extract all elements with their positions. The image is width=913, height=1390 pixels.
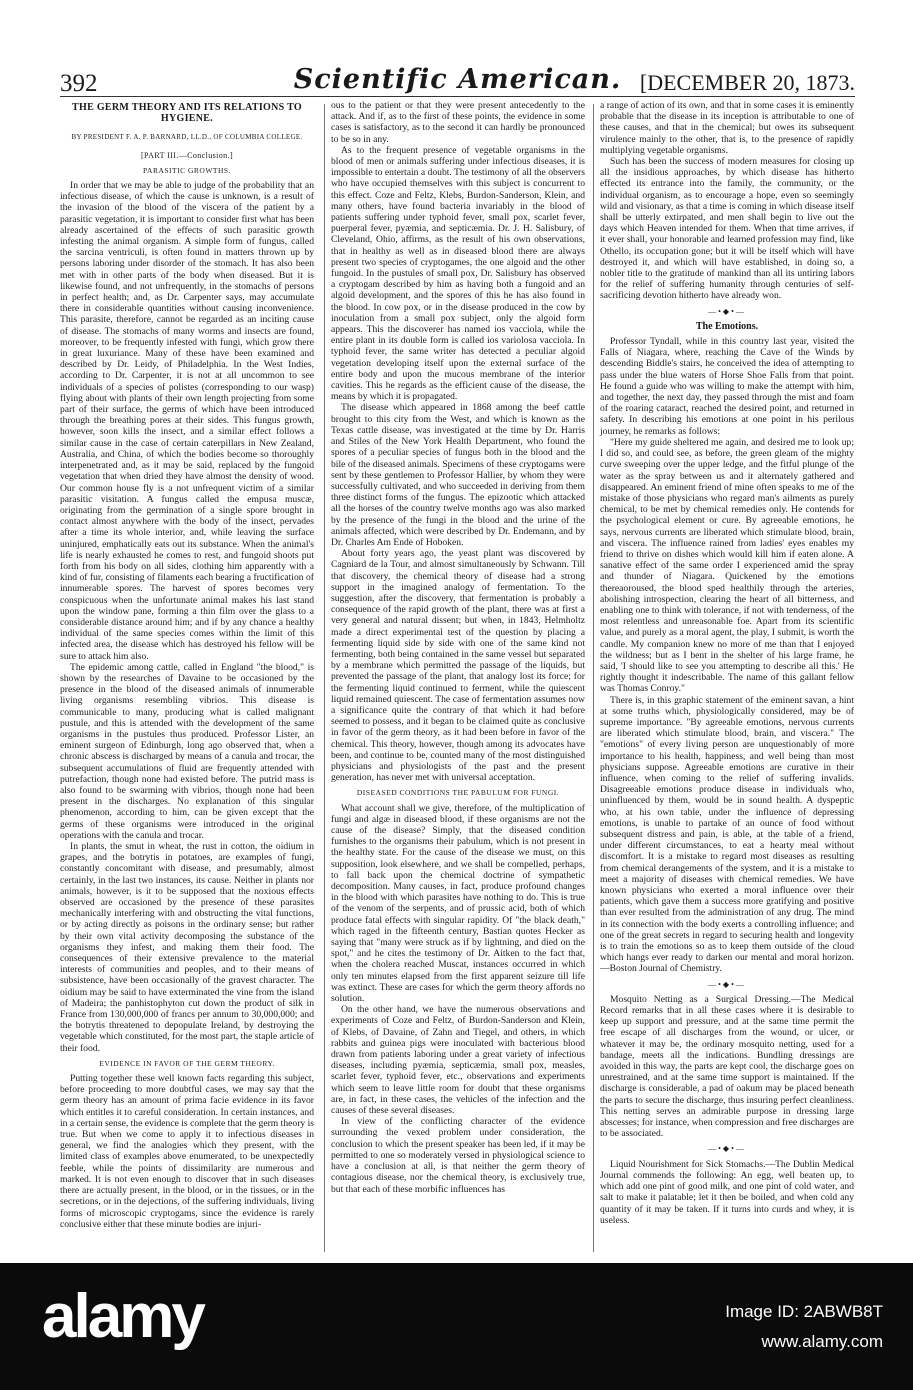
paragraph: Putting together these well known facts regarding this subject, before proceeding to more doubtful cases, we may say that the germ theory has an amount of prima facie evidence in its favor which entitles it to careful consideration. In certain instances, and in a certain sense, the evidence is complete that the germ theory is true. But when we come to apply it to infectious diseases in general, we find the analogies which they present, with the limited class of examples above enumerated, to be unexpectedly feeble, while the points of dissimilarity are numerous and marked. It is not even enough to discover that in such diseases there are actually present, in the blood, or in the tissues, or in the secretions, or in the dejections, of the suffering individuals, living forms of microscopic cryptogams, since the evidence is rarely conclusive either that these minute bodies are injuri- xyxy=(60,1073,314,1230)
paragraph: Professor Tyndall, while in this country last year, visited the Falls of Niagara, where, reaching the Cave of the Winds by descending Biddle's stairs, he conceived the idea of attempting to pass under the blue waters of Horse Shoe Falls from that point. He found a guide who was willing to make the attempt with him, and together, the next day, they passed through the mist and foam of the roaring cataract, reached the desired point, and returned in safety. In describing his emotions at one point in his perilous journey, he remarks as follows: xyxy=(600,336,854,437)
page-number: 392 xyxy=(60,70,98,97)
paragraph: In order that we may be able to judge of the probability that an infectious disease, of which the cause is unknown, is a result of the invasion of the blood of the viscera of the patient by a parasitic vegetation, it is important to consider first what has been already ascertained of the effects of such parasitic growth infesting the animal organism. A simple form of fungus, called the sarcina ventriculi, is often found in matters thrown up by persons laboring under disorder of the stomach. It has also been met with in other parts of the body when diseased. But it is likewise found, and not unfrequently, in the stomachs of persons in perfect health; and, as Dr. Carpenter says, may accumulate there in considerable quantities without causing inconvenience. This parasite, therefore, cannot be regarded as an inciting cause of disease. The stomachs of many worms and insects are found, moreover, to be frequently infested with fungi, which grow there in great luxuriance. Many of these have been examined and described by Dr. Leidy, of Philadelphia. In the West Indies, according to Dr. Carpenter, it is not at all uncommon to see individuals of a species of polistes (corresponding to our wasp) flying about with plants of their own length projecting from some part of their surface, the germs of which have been introduced through the breathing pores at their sides. This fungus growth, however, soon kills the insect, and a similar effect follows a similar cause in the case of certain caterpillars in New Zealand, Australia, and China, of which the bodies become so thoroughly interpenetrated and, as it may be said, replaced by the fungoid vegetation that when dried they have almost the density of wood. Our common house fly is a not unfrequent victim of a similar parasitic visitation. A fungus called the empusa muscæ, originating from the germination of a single spore brought in contact almost anywhere with the body of the insect, pervades after a time its whole interior, and, while leaving the surface uninjured, emphatically eats out its substance. When the animal's life is nearly exhausted he comes to rest, and fungoid shoots put forth from his body on all sides, clothing him apparently with a kind of fur, consisting of filaments each bearing a fructification of innumerable spores. The harvest of spores becomes very conspicuous when the unfortunate animal makes his last stand upon the window pane, forming a thin film over the glass to a considerable distance around him; and if by any chance a healthy individual of the same species comes within the limit of this infected area, the disease which has destroyed his fellow will be sure to attack him also. xyxy=(60,180,314,662)
paragraph: In view of the conflicting character of the evidence surrounding the vexed problem under consideration, the conclusion to which the present speaker has been led, if it may be permitted to one so moderately versed in physiological science to have a conclusion at all, is that neither the germ theory of contagious disease, nor the chemical theory, is exclusively true, but that each of these morbific influences has xyxy=(331,1116,585,1195)
paragraph: The epidemic among cattle, called in England "the blood," is shown by the researches of Davaine to be occasioned by the presence in the blood of the diseased animals of innumerable living organisms resembling vibrios. This disease is communicable to many, producing what is called malignant pustule, and this is attended with the development of the same organisms in the pustules thus produced. Professor Lister, an eminent surgeon of Edinburgh, long ago observed that, when a chronic abscess is discharged by means of a canula and trocar, the subsequent accumulations of fluid are frequently attended with putrefaction, though none had existed before. The putrid mass is also found to be swarming with vibrios, though none had been present in the discharges. No explanation of this singular phenomenon, according to him, can be given except that the germs of these organisms were introduced in the original operations with the canula and trocar. xyxy=(60,661,314,841)
paragraph: Liquid Nourishment for Sick Stomachs.—The Dublin Medical Journal commends the following: An egg, well beaten up, to which add one pint of good milk, and one pint of cold water, and salt to make it palatable; let it then be boiled, and when cold any quantity of it may be taken. If it turns into curds and whey, it is useless. xyxy=(600,1158,854,1226)
column-1 xyxy=(60,100,314,1230)
column-divider xyxy=(593,104,594,1252)
paragraph: About forty years ago, the yeast plant was discovered by Cagniard de la Tour, and almost simultaneously by Schwann. Till that discovery, the chemical theory of disease had a strong support in the imagined analogy of fermentation. To the suggestion, after the discovery, that fermentation is probably a consequence of the rapid growth of the plant, there was at first a very general and natural dissent; but when, in 1843, Helmholtz made a direct experimental test of the question by placing a fermenting liquid side by side with one of the same kind not fermenting, both being contained in the same vessel but separated by a membrane which permitted the passage of the liquids, but prevented the passage of the plant, that analogy lost its force; for the fermenting liquid continued to ferment, while the quiescent liquid remained quiescent. The case of fermentation assumes now a significance quite the contrary of that which it had before seemed to possess, and it began to be claimed quite as conclusive in favor of the germ theory, as it had been before in favor of the chemical. This theory, however, though among its advocates have been, and continue to be, counted many of the most distinguished physicians and physiologists of the past and the present generation, has never met with universal acceptation. xyxy=(331,548,585,784)
paragraph: a range of action of its own, and that in some cases it is eminently probable that the disease in its inception is attributable to one of these causes, and that in the chemical; but owes its subsequent virulence mainly to the other, that is, to the presence of rapidly multiplying vegetable organisms. xyxy=(600,100,854,156)
paragraph: "Here my guide sheltered me again, and desired me to look up; I did so, and could see, as before, the green gleam of the mighty curve sweeping over the upper ledge, and the fitful plunge of the water as the spray between us and it alternately gathered and disappeared. An eminent friend of mine often speaks to me of the mistake of those physicians who regard man's ailments as purely chemical, to be met by chemical remedies only. He contends for the psychological element or cure. By agreeable emotions, he says, nervous currents are liberated which stimulate blood, brain, and viscera. The influence rained from ladies' eyes enables my friend to thrive on dishes which would kill him if eaten alone. A sanative effect of the same order I experienced amid the spray and thunder of Niagara. Quickened by the emotions thereaoroused, the blood sped healthily through the arteries, abolishing introspection, clearing the heart of all bitterness, and enabling one to think with tolerance, if not with tenderness, of the most relentless and unreasonable foe. Apart from its scientific value, and purely as a moral agent, the play, I submit, is worth the candle. My companion knew no more of me than that I enjoyed the wildness; but as I bent in the shelter of his large frame, he said, 'I should like to see you attempting to describe all this.' He rightly thought it indescribable. The name of this gallant fellow was Thomas Conroy." xyxy=(600,436,854,695)
header-rule xyxy=(60,96,855,97)
alamy-logo: alamy xyxy=(42,1282,203,1351)
ornament-divider: —•◆•— xyxy=(708,306,746,316)
article-title: THE GERM THEORY AND ITS RELATIONS TO HYGIENE. xyxy=(72,102,302,125)
column-3 xyxy=(600,100,854,1226)
section-heading: EVIDENCE IN FAVOR OF THE GERM THEORY. xyxy=(99,1058,275,1068)
image-id: Image ID: 2ABWB8T xyxy=(725,1302,883,1321)
paragraph: There is, in this graphic statement of the eminent savan, a hint at some truths which, physiologically considered, may be of supreme importance. "By agreeable emotions, nervous currents are liberated which stimulate blood, brain, and viscera." The "emotions" of every living person are unquestionably of more importance to his health, happiness, and well being than most physicians suppose. Agreeable emotions are curative in their influence, when coming to the relief of suffering invalids. Disagreeable emotions produce disease in individuals who, uninfluenced by them, would be in sound health. A dyspeptic who, at his own table, under the influence of depressing emotions, is unable to partake of an ounce of food without subsequent distress and pain, is able, at the table of a friend, under different circumstances, to eat a hearty meal without discomfort. It is a mistake to regard most diseases as resulting from chemical derangements of the system, and it is a mistake to meet a majority of diseases with chemical remedies. We have known physicians who exerted a moral influence over their patients, which gave them a success more gratifying and positive than ever resulted from the administration of any drug. The mind in its connection with the body exerts a controlling influence; and one of the great secrets in regard to securing health and longevity is to train the emotions so as to keep them outside of the cloud which hangs ever ready to darken our mental and moral horizon.—Boston Journal of Chemistry. xyxy=(600,694,854,975)
watermark-banner xyxy=(0,1263,913,1390)
paragraph: ous to the patient or that they were present antecedently to the attack. And if, as to the first of these points, the evidence in some cases is satisfactory, as to the second it can hardly be pronounced to be so in any. xyxy=(331,100,585,145)
column-divider xyxy=(324,104,325,1252)
section-heading: DISEASED CONDITIONS THE PABULUM FOR FUNGI. xyxy=(356,788,560,798)
article-part: [PART III.—Conclusion.] xyxy=(140,150,234,160)
section-heading: PARASITIC GROWTHS. xyxy=(143,165,231,175)
page-header xyxy=(60,64,855,100)
article-title: The Emotions. xyxy=(695,320,759,332)
site-url: www.alamy.com xyxy=(761,1332,883,1351)
image-id-block xyxy=(725,1297,883,1357)
paragraph: Such has been the success of modern measures for closing up all the insidious approaches, by which disease has hitherto effected its entrance into the family, the community, or the individual organism, as to encourage a hope, even so seemingly wild and visionary, as that a time is coming in which disease itself shall be utterly extirpated, and men shall begin to live out the days which Heaven intended for them. When that time arrives, if it ever shall, your honorable and learned profession may find, like Othello, its occupation gone; but it will be itself which will have destroyed it, and which will have established, in doing so, a nobler title to the gratitude of mankind than all its untiring labors for the relief of suffering humanity through centuries of self-sacrificing devotion hitherto have already won. xyxy=(600,156,854,302)
paragraph: As to the frequent presence of vegetable organisms in the blood of men or animals suffering under infectious diseases, it is impossible to entertain a doubt. The testimony of all the observers who have occupied themselves with this subject is concurrent to this effect. Coze and Feltz, Klebs, Burdon-Sanderson, Klein, and many others, have found bacteria invariably in the blood of patients suffering under typhoid fever, small pox, scarlet fever, puerperal fever, pyæmia, and septicæmia. Dr. J. H. Salisbury, of Cleveland, Ohio, affirms, as the result of his own observations, that in healthy as well as in diseased blood there are always present two species of cryptogames, the one algoid and the other fungoid. In the pustules of small pox, Dr. Salisbury has observed a cryptogam described by him as having both a fungoid and an algoid development, and the spores of this he has also found in the blood. In cow pox, or in the disease produced in the cow by inoculation from a small pox subject, only the algoid form appears. This the discoverer has named ios vacciola, while the entire plant in its double form is called ios variolosa vacciola. In typhoid fever, the same writer has detected a peculiar algoid vegetation developing itself upon the external surface of the entire body and upon the mucous membrane of the interior cavities. This he regards as the efficient cause of the disease, the means by which it is propagated. xyxy=(331,144,585,403)
ornament-divider: —•◆•— xyxy=(708,1144,746,1154)
article-byline: BY PRESIDENT F. A. P. BARNARD, LL.D., OF COLUMBIA COLLEGE. xyxy=(71,133,303,142)
paragraph: Mosquito Netting as a Surgical Dressing.—The Medical Record remarks that in all these cases where it is desirable to keep up support and pressure, and at the same time permit the free escape of all discharges from the wound, or ulcer, or whatever it may be, the ordinary mosquito netting, used for a bandage, meets all the indications. Bundling dressings are avoided in this way, the parts are kept cool, the discharge goes on unrestrained, and at the same time support is maintained. If the discharge is considerable, a pad of oakum may be placed beneath the parts to secure the discharge, thus insuring perfect cleanliness. This netting serves an admirable purpose in dressing large abscesses; for instance, when compression and free discharges are to be associated. xyxy=(600,993,854,1140)
paragraph: In plants, the smut in wheat, the rust in cotton, the oidium in grapes, and the botrytis in potatoes, are examples of fungi, constantly concomitant with disease, and presumably, almost certainly, in the last two instances, its cause. Neither in plants nor animals, however, is it to be supposed that the noxious effects observed are occasioned by the presence of these parasites mechanically interfering with and obstructing the vital functions, or by acting directly as poisons in the ordinary sense; but rather by their own vital activity decomposing the substance of the organisms they infest, and making them their food. The consequences of their extensive prevalence to the material interests of communities and peoples, and to their means of subsistence, have been occasionally of the gravest character. The oidium may be said to have exterminated the vine from the island of Madeira; the panhistophyton cut down the product of silk in France from 130,000,000 of francs per annum to 30,000,000; and the botrytis threatened to depopulate Ireland, by destroying the vegetable which constituted, for the most part, the staple article of their food. xyxy=(60,841,314,1054)
issue-date: [DECEMBER 20, 1873. xyxy=(639,70,855,95)
column-2 xyxy=(331,100,585,1195)
masthead: Scientific American. xyxy=(293,64,622,95)
ornament-divider: —•◆•— xyxy=(708,979,746,989)
paragraph: On the other hand, we have the numerous observations and experiments of Coze and Feltz, of Burdon-Sanderson and Klein, of Klebs, of Davaine, of Zahn and Tiegel, and others, in which rabbits and guinea pigs were inoculated with bacterious blood drawn from patients laboring under a great variety of infectious diseases, including pyæmia, septicæmia, small pox, measles, scarlet fever, typhoid fever, etc., observations and experiments which seem to leave little room for doubt that these organisms are, in fact, in these cases, the vehicles of the infection and the causes of these several diseases. xyxy=(331,1004,585,1117)
paragraph: The disease which appeared in 1868 among the beef cattle brought to this city from the West, and which is known as the Texas cattle disease, was investigated at the time by Dr. Harris and Stiles of the New York Health Department, who found the spores of a peculiar species of fungus both in the blood and the bile of the diseased animals. Specimens of these cryptogams were sent by these gentlemen to Professor Hallier, by whom they were successfully cultivated, and who succeeded in deriving from them three distinct forms of the fungus. The epizootic which attacked all the horses of the country twelve months ago was also marked by the presence of the fungi in the blood and the urine of the animals affected, which were described by Dr. Endemann, and by Dr. Charles Am Ende of Hoboken. xyxy=(331,402,585,548)
paragraph: What account shall we give, therefore, of the multiplication of fungi and algæ in diseased blood, if these organisms are not the cause of the disease? Simply, that the diseased condition furnishes to the organisms their pabulum, which is not present in the healthy state. For the cause of the disease we must, on this supposition, look elsewhere, and we shall be compelled, perhaps, to fall back upon the chemical doctrine of sympathetic decomposition. Many causes, in fact, produce profound changes in the blood with which parasites have nothing to do. This is true of the venom of the serpents, and of prussic acid, both of which produce fatal effects with singular rapidity. Of "the black death," which raged in the fifteenth century, Bastian quotes Hecker as saying that "many were struck as if by lightning, and died on the spot," and he cites the testimony of Dr. Aitken to the fact that, when the cholera reached Muscat, instances occurred in which only ten minutes elapsed from the first apparent seizure till life was extinct. These are cases for which the germ theory affords no solution. xyxy=(331,802,585,1005)
